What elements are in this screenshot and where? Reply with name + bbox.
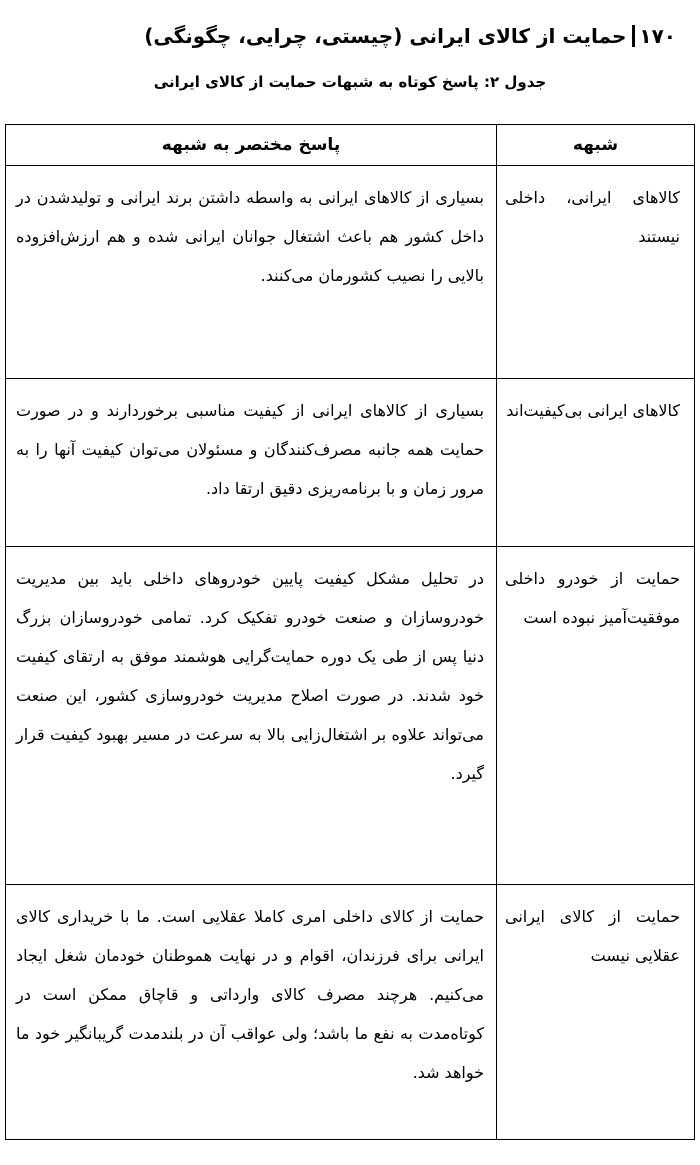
issue-cell: حمایت از خودرو داخلی موفقیت‌آمیز نبوده است — [497, 547, 695, 885]
issue-cell: حمایت از کالای ایرانی عقلایی نیست — [497, 885, 695, 1140]
answer-cell: در تحلیل مشکل کیفیت پایین خودروهای داخلی باید بین مدیریت خودروسازان و صنعت خودرو تفکیک کرد. تمامی خودروسازان بزرگ دنیا پس از طی یک دوره حمایت‌گرایی هوشمند موفق به ارتقای کیفیت خود شدند. در صورت اصلاح مدیریت خودروسازی کشور، این صنعت می‌تواند علاوه بر اشتغال‌زایی بالا به سرعت در مسیر بهبود کیفیت قرار گیرد. — [6, 547, 497, 885]
table-row — [6, 166, 695, 379]
column-header-answer: پاسخ مختصر به شبهه — [6, 125, 497, 166]
answer-cell: بسیاری از کالاهای ایرانی به واسطه داشتن برند ایرانی و تولیدشدن در داخل کشور هم باعث اشتغال جوانان ایرانی شده و هم ارزش‌افزوده بالایی را نصیب کشورمان می‌کنند. — [6, 166, 497, 379]
issue-cell: کالاهای ایرانی بی‌کیفیت‌اند — [497, 379, 695, 547]
page-number: ۱۷۰ — [639, 24, 676, 48]
issue-cell: کالاهای ایرانی، داخلی نیستند — [497, 166, 695, 379]
table-row — [6, 547, 695, 885]
objections-table — [5, 124, 695, 1140]
table-caption: جدول ۲: پاسخ کوتاه به شبهات حمایت از کالای ایرانی — [153, 73, 547, 91]
table-header-row — [6, 125, 695, 166]
answer-cell: بسیاری از کالاهای ایرانی از کیفیت مناسبی برخوردارند و در صورت حمایت همه جانبه مصرف‌کنندگان و مسئولان می‌توان کیفیت آنها را به مرور زمان و با برنامه‌ریزی دقیق ارتقا داد. — [6, 379, 497, 547]
answer-cell: حمایت از کالای داخلی امری کاملا عقلایی است. ما با خریداری کالای ایرانی برای فرزندان، اقوام و در نهایت هموطنان خودمان شغل ایجاد می‌کنیم. هرچند مصرف کالای وارداتی و قاچاق ممکن است در کوتاه‌مدت به نفع ما باشد؛ ولی عواقب آن در بلندمدت گریبانگیر خود ما خواهد شد. — [6, 885, 497, 1140]
table-row — [6, 885, 695, 1140]
running-header — [144, 24, 676, 48]
header-divider — [632, 25, 635, 47]
book-title: حمایت از کالای ایرانی (چیستی، چرایی، چگونگی) — [144, 24, 627, 48]
table-row — [6, 379, 695, 547]
column-header-issue: شبهه — [497, 125, 695, 166]
